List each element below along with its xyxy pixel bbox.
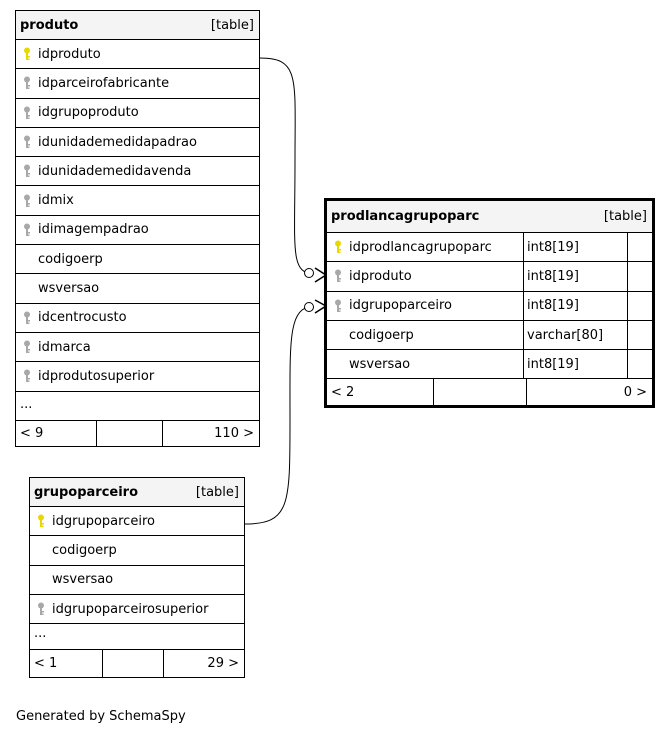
column-name[interactable]: idproduto [38,46,101,62]
more-columns: ... [30,624,244,650]
parents-count[interactable]: < 2 [327,379,434,405]
column-row-idprodutosuperior[interactable] [16,362,259,391]
column-type: int8[19] [524,262,628,290]
column-row-idimagempadrao[interactable] [16,216,259,245]
column-row-codigoerp[interactable] [30,536,244,565]
table-footer [16,421,259,446]
column-name[interactable]: idgrupoparceiro [349,298,452,314]
foreign-key-icon [22,311,32,325]
column-row-wsversao[interactable] [30,566,244,595]
parents-count[interactable]: < 9 [16,421,97,446]
table-name[interactable]: produto [20,17,79,33]
foreign-key-icon [22,223,32,237]
key-icon-slot [16,40,38,68]
table-header [327,201,652,233]
column-row-idcentrocusto[interactable] [16,304,259,333]
column-row-idgrupoproduto[interactable] [16,99,259,128]
table-type: [table] [210,17,254,33]
key-icon-slot [16,274,38,302]
column-row-idgrupoparceirosuperior[interactable] [30,595,244,624]
column-name[interactable]: codigoerp [349,327,414,343]
column-row-idgrupoparceiro[interactable] [327,292,652,321]
column-name[interactable]: wsversao [349,356,411,372]
key-icon-slot [16,245,38,273]
key-icon-slot [30,507,52,535]
column-row-wsversao[interactable] [327,350,652,379]
column-type: int8[19] [524,233,628,261]
key-icon-slot [16,362,38,390]
key-icon-slot [30,566,52,594]
key-icon-slot [30,536,52,564]
foreign-key-icon [22,194,32,208]
children-count[interactable]: 0 > [623,384,647,400]
table-type: [table] [195,484,239,500]
column-name[interactable]: idgrupoparceirosuperior [52,601,209,617]
column-row-idprodlancagrupoparc[interactable] [327,233,652,262]
column-name[interactable]: wsversao [52,572,114,588]
table-name[interactable]: grupoparceiro [34,484,139,500]
column-name[interactable]: idproduto [349,268,412,284]
key-icon-slot [16,157,38,185]
table-prodlancagrupoparc[interactable] [324,198,655,408]
key-icon-slot [16,186,38,214]
column-name[interactable]: idunidademedidavenda [38,163,192,179]
table-header [16,11,259,40]
column-name[interactable]: idmix [38,193,74,209]
column-name[interactable]: idprodlancagrupoparc [349,239,492,255]
column-row-idproduto[interactable] [16,40,259,69]
column-name[interactable]: wsversao [38,281,100,297]
column-name[interactable]: codigoerp [38,251,103,267]
key-icon-slot [327,233,349,261]
key-icon-slot [327,350,349,378]
key-icon-slot [327,321,349,349]
column-row-idunidademedidapadrao[interactable] [16,128,259,157]
more-columns: ... [16,392,259,421]
column-row-idmarca[interactable] [16,333,259,362]
table-grupoparceiro[interactable] [29,477,245,678]
column-row-idmix[interactable] [16,186,259,215]
key-icon-slot [16,304,38,332]
column-row-idproduto[interactable] [327,262,652,291]
link-optional-marker-2 [305,303,314,312]
column-name[interactable]: idcentrocusto [38,310,127,326]
generated-by-text[interactable]: Generated by SchemaSpy [16,709,186,724]
column-row-idparceirofabricante[interactable] [16,69,259,98]
parents-count[interactable]: < 1 [30,650,103,677]
column-name[interactable]: idgrupoproduto [38,105,139,121]
column-row-idgrupoparceiro[interactable] [30,507,244,536]
column-name-cell [327,321,524,349]
foreign-key-icon [22,106,32,120]
children-count[interactable]: 29 > [207,656,239,672]
column-type: varchar[80] [524,321,628,349]
column-row-wsversao[interactable] [16,274,259,303]
column-row-codigoerp[interactable] [327,321,652,350]
table-footer [30,650,244,677]
foreign-key-icon [36,602,46,616]
footer-spacer [97,421,163,446]
foreign-key-icon [22,369,32,383]
children-count[interactable]: 110 > [214,425,254,441]
key-icon-slot [327,262,349,290]
foreign-key-icon [22,135,32,149]
column-name[interactable]: idprodutosuperior [38,368,155,384]
key-icon-slot [16,216,38,244]
table-footer [327,379,652,405]
key-icon-slot [16,333,38,361]
column-row-idunidademedidavenda[interactable] [16,157,259,186]
link-optional-marker [305,269,314,278]
key-icon-slot [16,128,38,156]
column-type: int8[19] [524,292,628,320]
primary-key-icon [36,514,46,528]
footer-spacer [103,650,164,677]
primary-key-icon [22,47,32,61]
column-name[interactable]: idparceirofabricante [38,75,170,91]
column-name-cell [327,233,524,261]
table-type: [table] [603,209,647,224]
link-produto-idproduto [260,58,313,274]
primary-key-icon [333,240,343,254]
table-header [30,478,244,507]
key-icon-slot [30,595,52,623]
column-type: int8[19] [524,350,628,378]
footer-spacer [434,379,527,405]
table-produto[interactable] [15,10,260,447]
foreign-key-icon [22,164,32,178]
key-icon-slot [16,69,38,97]
column-name-cell [327,292,524,320]
key-icon-slot [16,99,38,127]
foreign-key-icon [22,340,32,354]
table-name[interactable]: prodlancagrupoparc [331,209,480,224]
column-row-codigoerp[interactable] [16,245,259,274]
column-name[interactable]: idmarca [38,339,91,355]
column-name[interactable]: idimagempadrao [38,222,149,238]
column-name-cell [327,262,524,290]
column-name[interactable]: idgrupoparceiro [52,513,155,529]
column-name[interactable]: codigoerp [52,542,117,558]
foreign-key-icon [333,269,343,283]
foreign-key-icon [22,76,32,90]
key-icon-slot [327,292,349,320]
column-name[interactable]: idunidademedidapadrao [38,134,197,150]
foreign-key-icon [333,299,343,313]
column-name-cell [327,350,524,378]
